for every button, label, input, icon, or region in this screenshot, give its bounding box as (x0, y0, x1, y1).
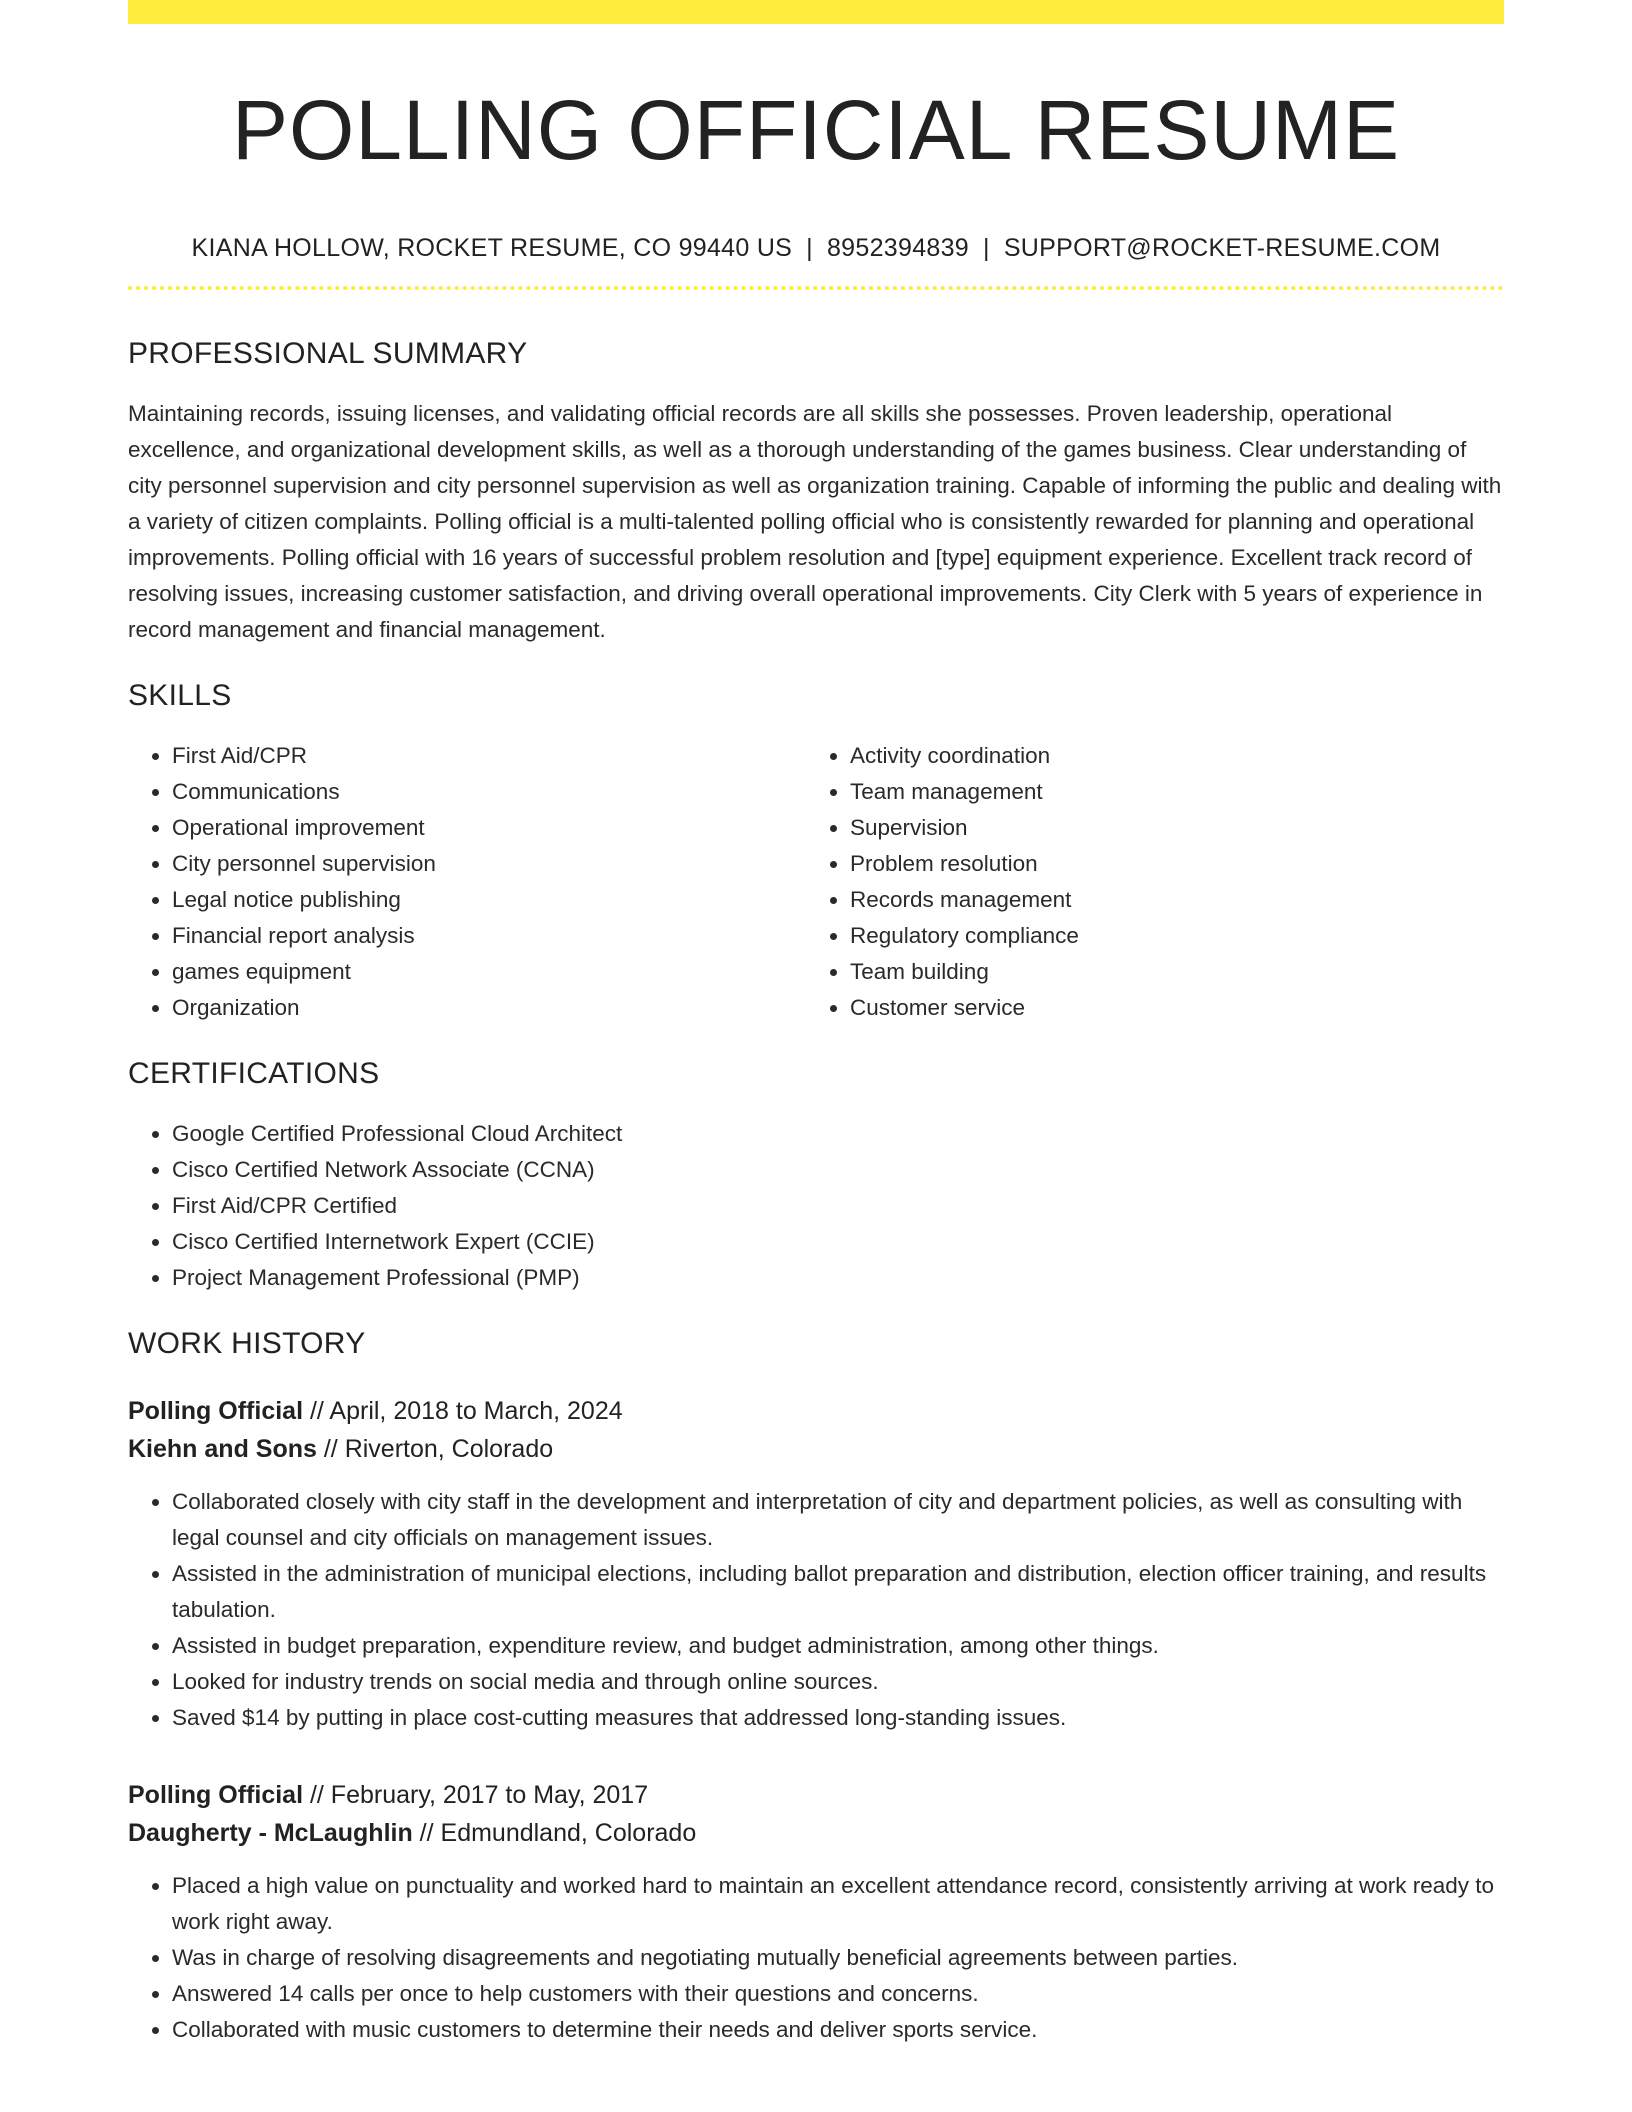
contact-address: KIANA HOLLOW, ROCKET RESUME, CO 99440 US (191, 234, 793, 262)
job-entry (128, 1392, 1504, 1736)
skill-item: • Team building (850, 954, 1484, 990)
skill-item: • Problem resolution (850, 846, 1484, 882)
job-bullet: • Collaborated with music customers to determine their needs and deliver sports service. (172, 2012, 1504, 2048)
contact-separator: | (983, 234, 990, 262)
job-role: Polling Official (128, 1397, 304, 1425)
job-location: // Edmundland, Colorado (412, 1819, 697, 1847)
job-company: Kiehn and Sons (128, 1435, 317, 1463)
job-role-line (128, 1776, 1504, 1814)
job-location: // Riverton, Colorado (316, 1435, 554, 1463)
skill-item: • First Aid/CPR (172, 738, 806, 774)
contact-line (128, 232, 1504, 264)
job-bullet: • Looked for industry trends on social media and through online sources. (172, 1664, 1504, 1700)
job-bullet: • Saved $14 by putting in place cost-cutting measures that addressed long-standing issues. (172, 1700, 1504, 1736)
summary-text: Maintaining records, issuing licenses, and validating official records are all skills she possesses. Proven leadership, operational excellence, and organizational development skills, as well as a thorough understanding of the games business. Clear understanding of city personnel supervision and city personnel supervision as well as organization training. Capable of informing the public and dealing with a variety of citizen complaints. Polling official is a multi-talented polling official who is consistently rewarded for planning and operational improvements. Polling official with 16 years of successful problem resolution and [type] equipment experience. Excellent track record of resolving issues, increasing customer satisfaction, and driving overall operational improvements. City Clerk with 5 years of experience in record management and financial management. (128, 401, 1502, 642)
job-bullet: • Collaborated closely with city staff in the development and interpretation of city and department policies, as well as consulting with legal counsel and city officials on management issues. (172, 1484, 1504, 1556)
certification-item: • Project Management Professional (PMP) (172, 1260, 1504, 1296)
skills-heading: SKILLS (128, 679, 232, 712)
skill-item: • Legal notice publishing (172, 882, 806, 918)
skill-item: • Operational improvement (172, 810, 806, 846)
job-company: Daugherty - McLaughlin (128, 1819, 413, 1847)
certification-item: • First Aid/CPR Certified (172, 1188, 1504, 1224)
job-dates: // February, 2017 to May, 2017 (303, 1781, 649, 1809)
job-bullet: • Assisted in the administration of municipal elections, including ballot preparation and distribution, election officer training, and results tabulation. (172, 1556, 1504, 1628)
contact-separator: | (806, 234, 813, 262)
certification-item: • Cisco Certified Network Associate (CCNA) (172, 1152, 1504, 1188)
skill-item: • Supervision (850, 810, 1484, 846)
work-history-heading: WORK HISTORY (128, 1327, 366, 1360)
certification-item: • Cisco Certified Internetwork Expert (CCIE) (172, 1224, 1504, 1260)
dotted-divider (128, 286, 1504, 290)
skill-item: • Customer service (850, 990, 1484, 1026)
skill-item: • Team management (850, 774, 1484, 810)
certifications-list (128, 1116, 1504, 1296)
skill-item: • Financial report analysis (172, 918, 806, 954)
skill-item: • City personnel supervision (172, 846, 806, 882)
job-bullet: • Placed a high value on punctuality and worked hard to maintain an excellent attendance record, consistently arriving at work ready to work right away. (172, 1868, 1504, 1940)
job-company-line (128, 1814, 1504, 1852)
skill-item: • Regulatory compliance (850, 918, 1484, 954)
job-company-line (128, 1430, 1504, 1468)
job-bullets (128, 1484, 1504, 1736)
skill-item: • Activity coordination (850, 738, 1484, 774)
job-bullet: • Was in charge of resolving disagreements and negotiating mutually beneficial agreements between parties. (172, 1940, 1504, 1976)
job-dates: // April, 2018 to March, 2024 (303, 1397, 623, 1425)
skill-item: • Communications (172, 774, 806, 810)
skills-grid (128, 738, 1504, 1026)
certification-item: • Google Certified Professional Cloud Architect (172, 1116, 1504, 1152)
job-role: Polling Official (128, 1781, 304, 1809)
job-bullet: • Assisted in budget preparation, expenditure review, and budget administration, among other things. (172, 1628, 1504, 1664)
skills-list-left (128, 738, 806, 1026)
resume-content (128, 0, 1504, 2048)
resume-title: POLLING OFFICIAL RESUME (231, 83, 1401, 177)
job-entry (128, 1776, 1504, 2048)
skill-item: • Organization (172, 990, 806, 1026)
job-bullets (128, 1868, 1504, 2048)
contact-phone: 8952394839 (826, 234, 970, 262)
certifications-heading: CERTIFICATIONS (128, 1057, 380, 1090)
skills-list-right (806, 738, 1484, 1026)
summary-heading: PROFESSIONAL SUMMARY (128, 337, 528, 370)
skill-item: • games equipment (172, 954, 806, 990)
skill-item: • Records management (850, 882, 1484, 918)
job-bullet: • Answered 14 calls per once to help customers with their questions and concerns. (172, 1976, 1504, 2012)
contact-email: SUPPORT@ROCKET-RESUME.COM (1003, 234, 1441, 262)
job-role-line (128, 1392, 1504, 1430)
